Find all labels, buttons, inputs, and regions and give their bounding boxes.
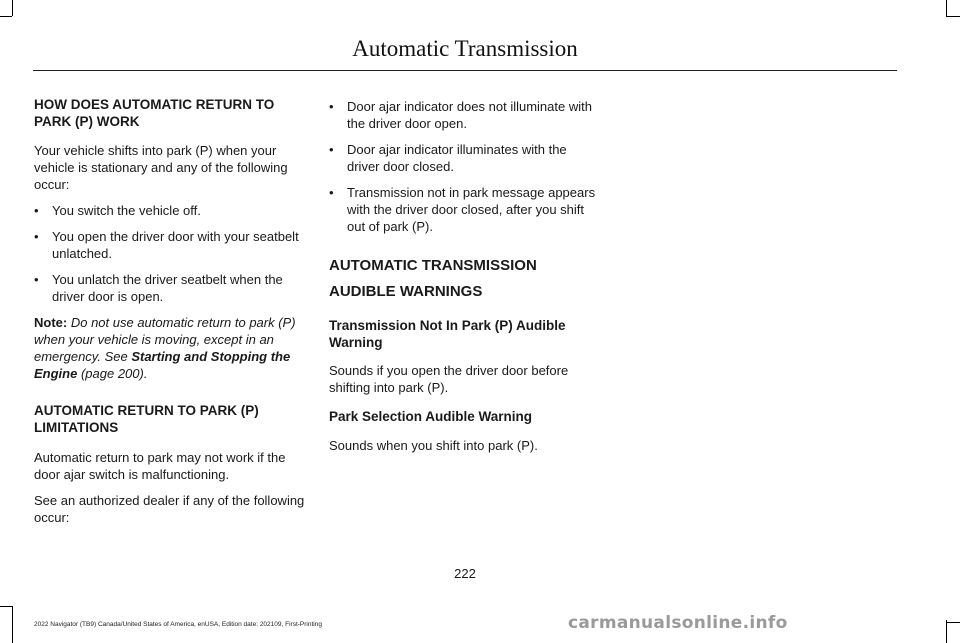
crop-mark-bottom-right-v (946, 620, 947, 643)
dealer-paragraph: See an authorized dealer if any of the following occur: (34, 493, 305, 525)
page-header-title: Automatic Transmission (352, 36, 578, 61)
cross-reference-link[interactable]: Starting and Stopping the Engine (34, 349, 291, 381)
page-number: 222 (454, 566, 476, 581)
right-column (329, 98, 601, 454)
crop-mark-top-right-v (946, 0, 947, 16)
heading-audible-warnings-line2: AUDIBLE WARNINGS (329, 283, 483, 300)
heading-return-to-park-limitations: AUTOMATIC RETURN TO PARK (P) LIMITATIONS (34, 403, 259, 435)
heading-how-return-to-park-works: HOW DOES AUTOMATIC RETURN TO PARK (P) WORK (34, 97, 275, 129)
note-paragraph (34, 314, 306, 382)
subheading-not-in-park-warning: Transmission Not In Park (P) Audible Warning (329, 318, 566, 350)
crop-mark-top-left-h (0, 16, 12, 17)
page-reference: (page 200). (80, 366, 148, 381)
park-selection-paragraph: Sounds when you shift into park (P). (329, 438, 538, 453)
crop-mark-top-left-v (12, 0, 13, 16)
left-column (34, 96, 306, 526)
list-item: • Door ajar indicator illuminates with the driver door closed. (329, 141, 601, 175)
crop-mark-bottom-right-h (946, 622, 960, 623)
header-divider (33, 70, 897, 71)
note-text: Do not use automatic return to park (P) when your vehicle is moving, except in an emergency. See (34, 315, 296, 364)
list-item: • You unlatch the driver seatbelt when the driver door is open. (34, 271, 306, 305)
crop-mark-bottom-left-v (12, 606, 13, 643)
list-item: • Transmission not in park message appears with the driver door closed, after you shift out of park (P). (329, 184, 601, 235)
crop-mark-top-right-h (946, 16, 960, 17)
list-item: • You open the driver door with your seatbelt unlatched. (34, 228, 306, 262)
intro-paragraph: Your vehicle shifts into park (P) when your vehicle is stationary and any of the following occur: (34, 143, 288, 192)
list-item: • Door ajar indicator does not illuminate with the driver door open. (329, 98, 601, 132)
list-item: • You switch the vehicle off. (34, 202, 306, 219)
heading-audible-warnings-line1: AUTOMATIC TRANSMISSION (329, 257, 537, 274)
limitations-paragraph: Automatic return to park may not work if the door ajar switch is malfunctioning. (34, 450, 286, 482)
edition-footer: 2022 Navigator (TB9) Canada/United States of America, enUSA, Edition date: 202109, First-Printing (34, 621, 322, 628)
subheading-park-selection-warning: Park Selection Audible Warning (329, 409, 533, 424)
note-label: Note: (34, 315, 68, 330)
watermark: carmanualsonline.info (568, 613, 788, 633)
door-ajar-list (329, 98, 601, 235)
crop-mark-bottom-left-h (0, 606, 12, 607)
not-in-park-paragraph: Sounds if you open the driver door before shifting into park (P). (329, 363, 569, 395)
conditions-list (34, 202, 306, 305)
